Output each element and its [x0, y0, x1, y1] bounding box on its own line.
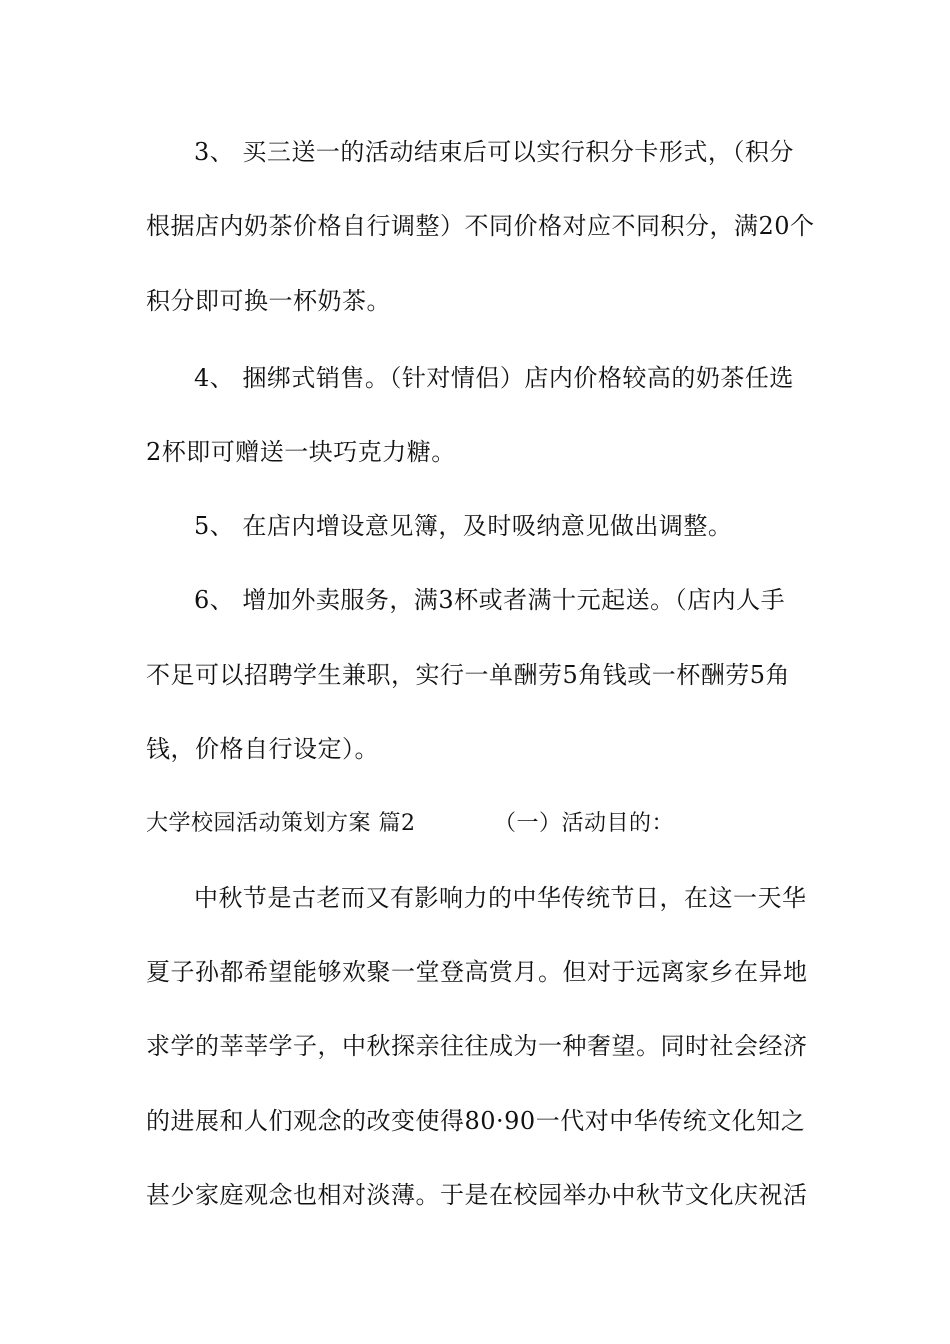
- body-paragraph-line-2: 夏子孙都希望能够欢聚一堂登高赏月。但对于远离家乡在异地: [146, 958, 808, 986]
- paragraph-item-4-line-1: 4、 捆绑式销售。（针对情侣）店内价格较高的奶茶任选: [194, 364, 794, 392]
- body-paragraph-line-1: 中秋节是古老而又有影响力的中华传统节日，在这一天华: [194, 884, 807, 912]
- paragraph-item-3-line-3: 积分即可换一杯奶茶。: [146, 287, 391, 315]
- paragraph-item-6-line-1: 6、 增加外卖服务，满3杯或者满十元起送。（店内人手: [194, 586, 786, 614]
- paragraph-item-3-line-2: 根据店内奶茶价格自行调整）不同价格对应不同积分，满20个: [146, 212, 815, 240]
- body-paragraph-line-4: 的进展和人们观念的改变使得80·90一代对中华传统文化知之: [146, 1107, 806, 1135]
- paragraph-item-6-line-3: 钱，价格自行设定）。: [146, 735, 379, 763]
- paragraph-item-4-line-2: 2杯即可赠送一块巧克力糖。: [146, 438, 456, 466]
- paragraph-item-6-line-2: 不足可以招聘学生兼职，实行一单酬劳5角钱或一杯酬劳5角: [146, 661, 791, 689]
- section-heading-subtitle: （一）活动目的：: [494, 811, 675, 836]
- body-paragraph-line-3: 求学的莘莘学子，中秋探亲往往成为一种奢望。同时社会经济: [146, 1032, 808, 1060]
- paragraph-item-5: 5、 在店内增设意见簿，及时吸纳意见做出调整。: [194, 512, 733, 540]
- body-paragraph-line-5: 甚少家庭观念也相对淡薄。于是在校园举办中秋节文化庆祝活: [146, 1181, 808, 1209]
- section-heading-title: 大学校园活动策划方案 篇2: [146, 811, 416, 836]
- paragraph-item-3-line-1: 3、 买三送一的活动结束后可以实行积分卡形式，（积分: [194, 138, 794, 166]
